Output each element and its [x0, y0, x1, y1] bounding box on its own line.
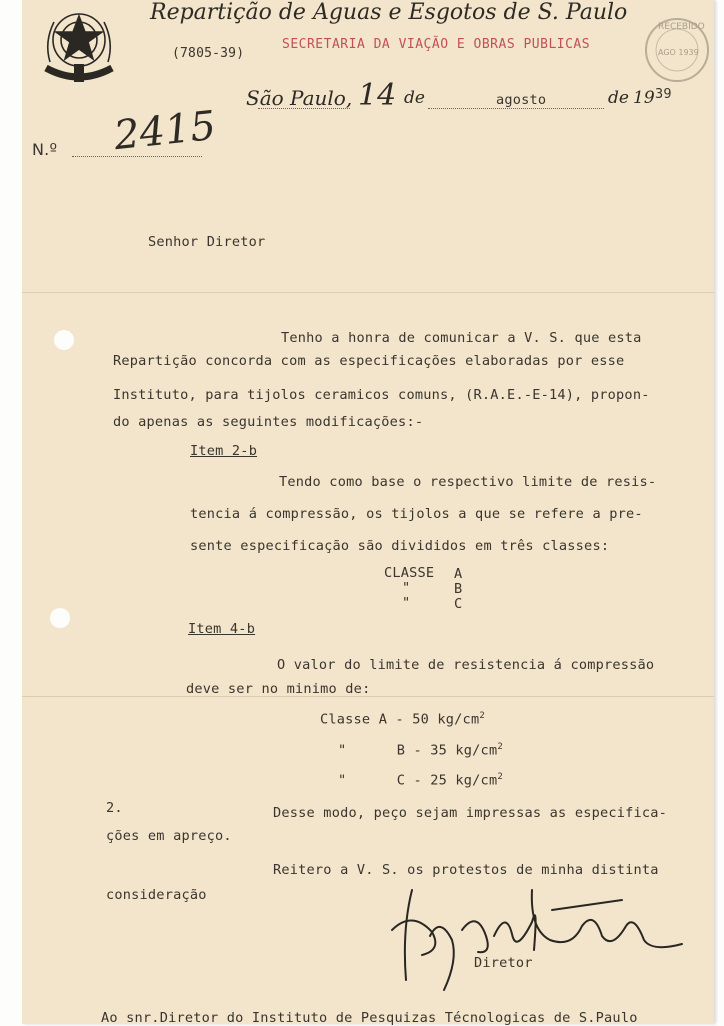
signature-title: Diretor	[474, 955, 533, 971]
limit-label: "	[338, 742, 347, 759]
punch-hole-bottom	[50, 608, 70, 628]
letterhead-subtitle: SECRETARIA DA VIAÇÃO E OBRAS PUBLICAS	[282, 37, 591, 52]
date-month: agosto	[496, 92, 547, 108]
date-city: São Paulo,	[246, 86, 353, 110]
limit-value: - 35 kg/cm	[413, 742, 498, 759]
letter-page	[22, 0, 714, 1024]
paragraph-1-line-2: Repartição concorda com as especificações elaboradas por esse	[113, 353, 625, 369]
date-year-printed: 19	[633, 88, 655, 108]
class-c: C	[454, 596, 463, 612]
limit-value: - 50 kg/cm	[395, 711, 480, 728]
salutation: Senhor Diretor	[148, 234, 266, 250]
paragraph-2-line-2: ções em apreço.	[106, 828, 232, 844]
limit-exponent: 2	[497, 772, 503, 782]
handwritten-signature	[382, 870, 692, 1005]
addressee: Ao snr.Diretor do Instituto de Pesquizas Técnologicas de S.Paulo	[101, 1010, 638, 1026]
limit-class: B	[396, 742, 406, 759]
letterhead-title: Repartição de Aguas e Esgotos de S. Paulo	[150, 0, 628, 25]
stamp-date: AGO 1939	[658, 48, 699, 57]
paragraph-2-number: 2.	[106, 800, 123, 816]
limit-class: A	[378, 711, 388, 728]
limit-exponent: 2	[479, 711, 485, 721]
limit-row-a	[320, 711, 485, 728]
paragraph-2-line-1: Desse modo, peço sejam impressas as especifica-	[273, 805, 668, 821]
closing-line-1: Reitero a V. S. os protestos de minha distinta	[273, 862, 659, 878]
number-value: 2415	[111, 102, 218, 160]
item-2b-line-3: sente especificação são divididos em três classes:	[190, 538, 610, 554]
date-day: 14	[358, 78, 397, 113]
limit-exponent: 2	[497, 742, 503, 752]
classes-ditto-1: "	[402, 580, 411, 596]
limit-value: - 25 kg/cm	[413, 772, 498, 789]
limit-class: C	[396, 772, 406, 789]
item-2b-line-2: tencia á compressão, os tijolos a que se refere a pre-	[190, 506, 643, 522]
item-4b-line-1: O valor do limite de resistencia á compressão	[277, 657, 655, 673]
received-stamp	[642, 10, 712, 95]
classes-ditto-2: "	[402, 595, 411, 611]
limit-label: "	[338, 772, 347, 789]
date-de-2: de	[608, 88, 629, 108]
class-b: B	[454, 581, 463, 597]
date-de-1: de	[404, 88, 425, 108]
paragraph-1-line-4: do apenas as seguintes modificações:-	[113, 414, 424, 430]
classes-label: CLASSE	[384, 565, 435, 581]
number-label: N.º	[32, 140, 58, 159]
closing-line-2: consideração	[106, 887, 207, 903]
class-a: A	[454, 566, 463, 582]
stamp-text: RECEBIDO	[658, 22, 705, 32]
limit-label: Classe	[320, 711, 371, 728]
limit-row-b	[338, 742, 503, 759]
date-year-typed: 39	[655, 86, 672, 102]
item-2b-heading: Item 2-b	[190, 443, 258, 459]
item-4b-heading: Item 4-b	[188, 621, 256, 637]
document-code: (7805-39)	[172, 46, 245, 61]
paragraph-1-line-3: Instituto, para tijolos ceramicos comuns, (R.A.E.-E-14), propon-	[113, 387, 650, 403]
item-4b-line-2: deve ser no minimo de:	[186, 681, 371, 697]
paragraph-1-line-1: Tenho a honra de comunicar a V. S. que esta	[281, 330, 642, 346]
coat-of-arms-emblem	[34, 2, 124, 103]
dateline	[246, 78, 686, 114]
item-2b-line-1: Tendo como base o respectivo limite de resis-	[279, 474, 657, 490]
limit-row-c	[338, 772, 503, 789]
punch-hole-top	[54, 330, 74, 350]
